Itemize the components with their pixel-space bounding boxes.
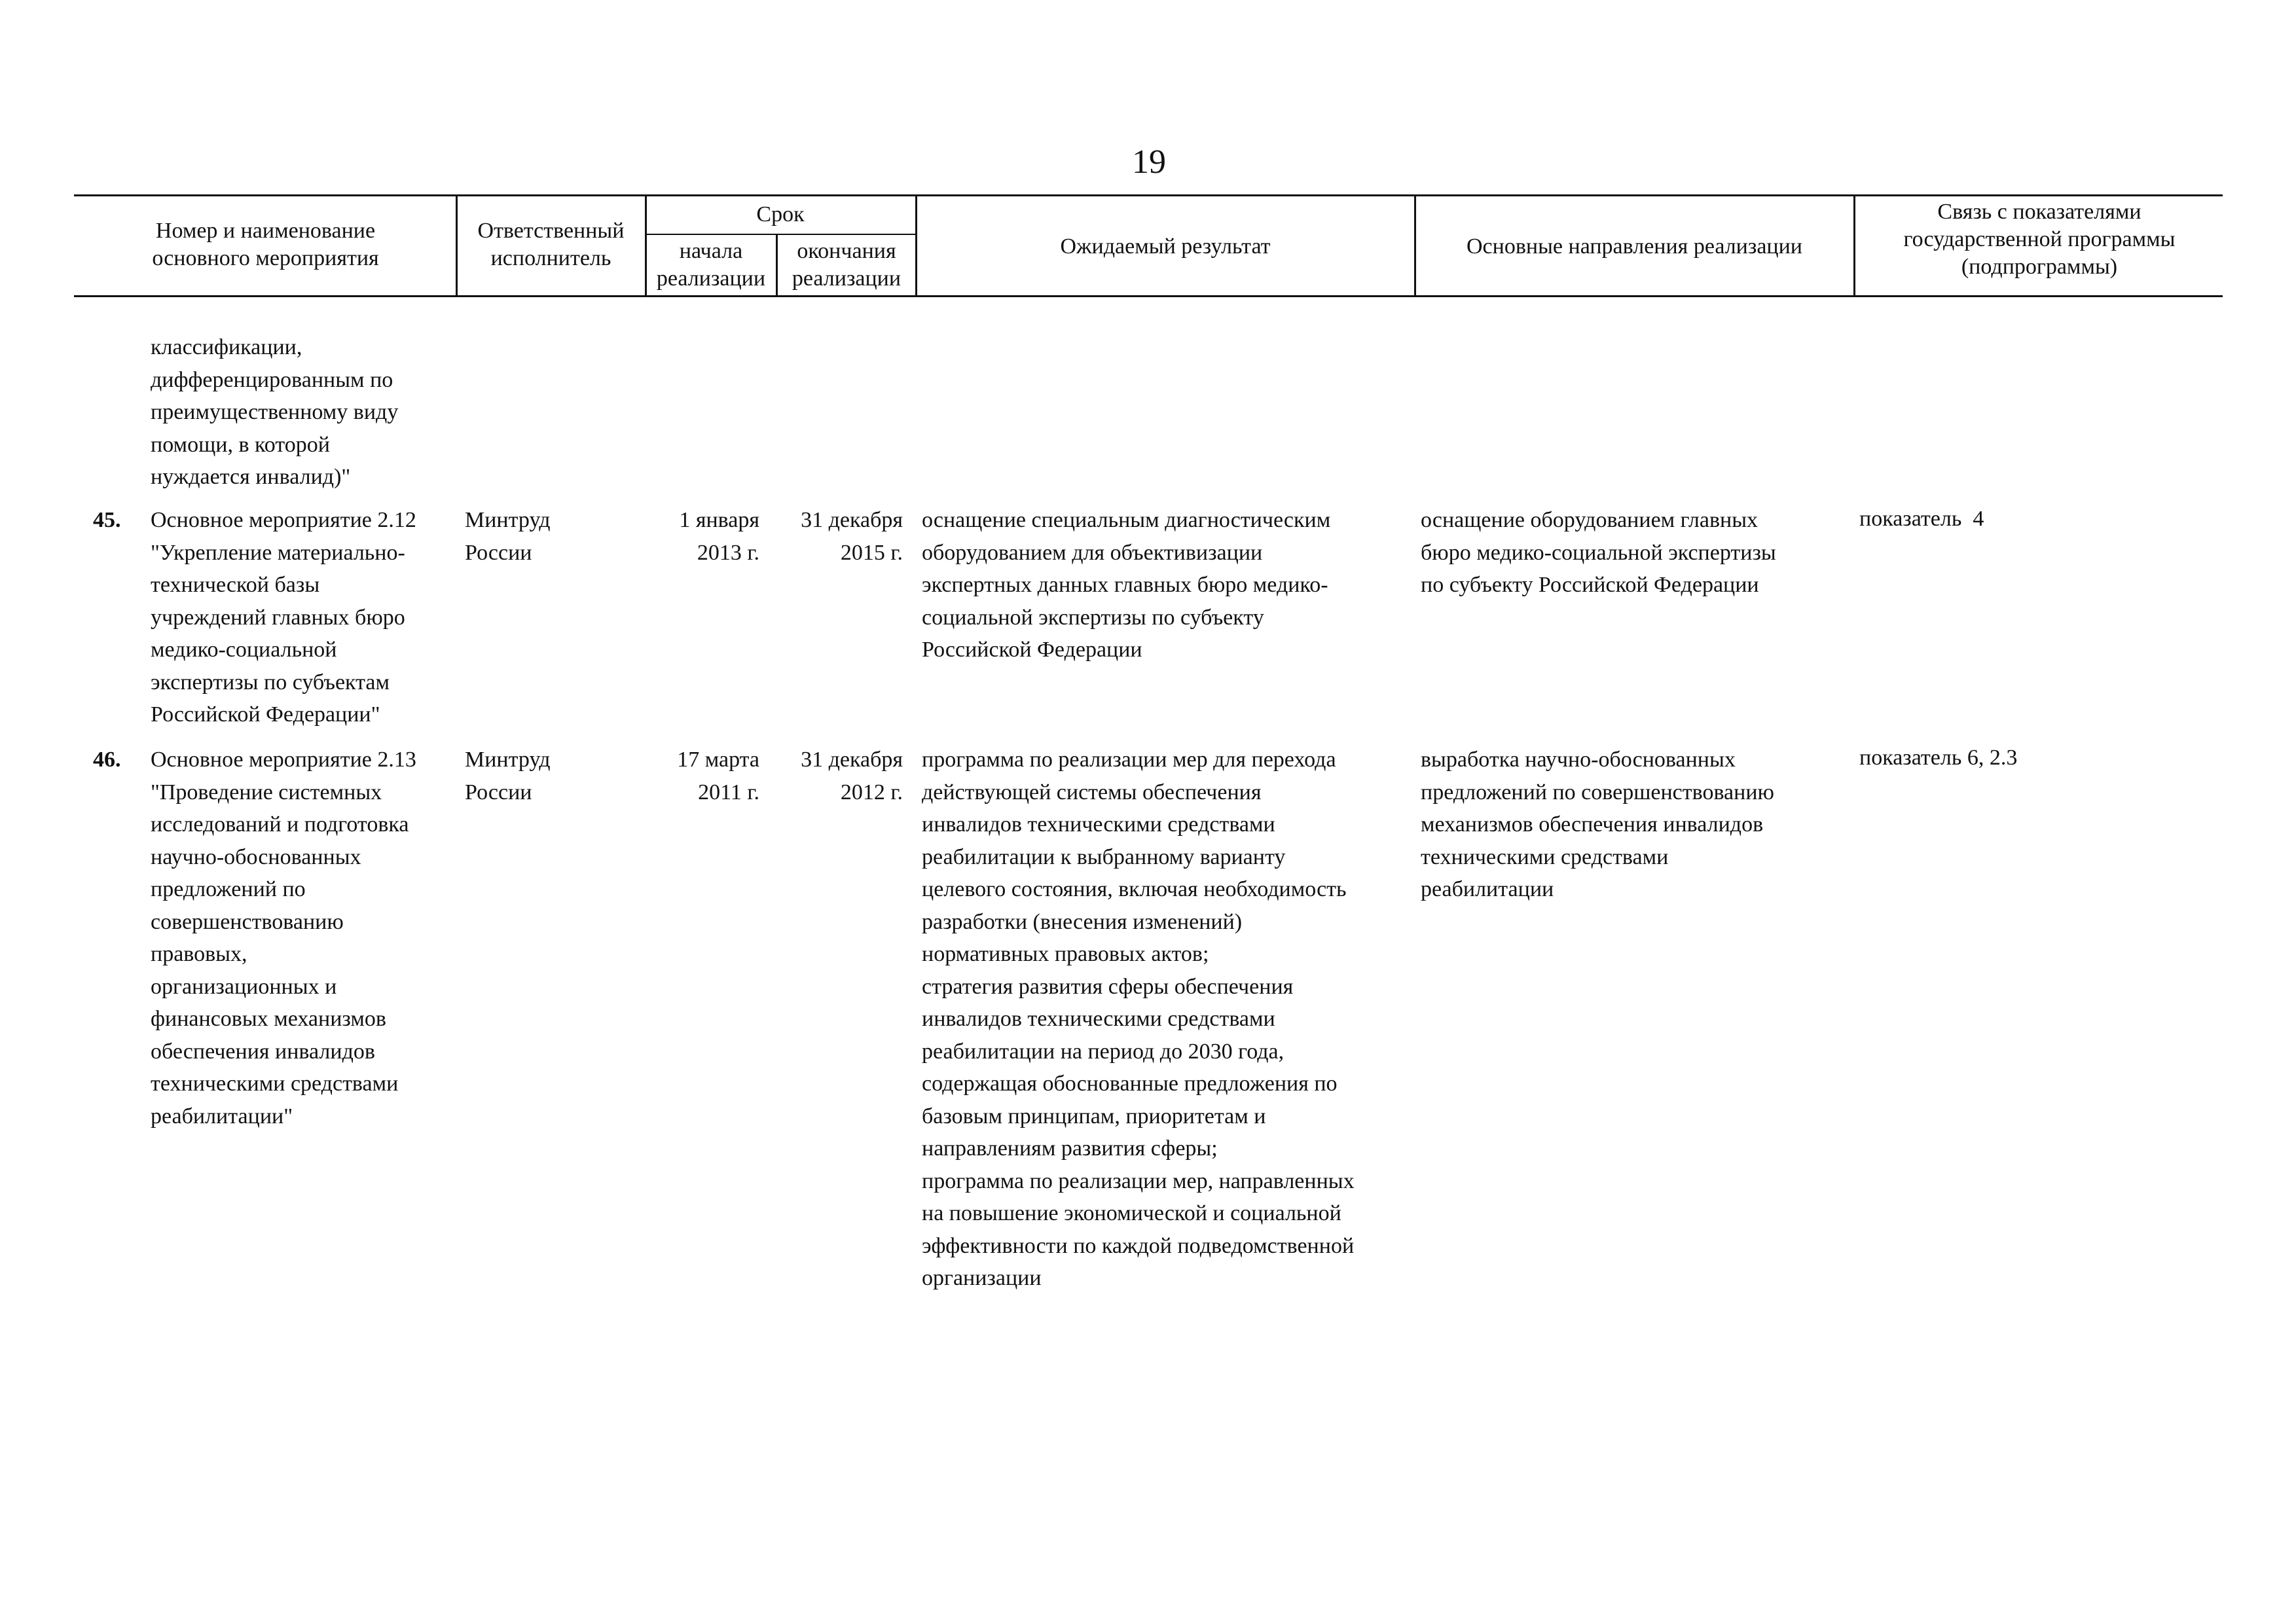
row-executor: Минтруд России	[465, 508, 551, 565]
term-subheader-rule	[646, 234, 916, 235]
header-separator	[776, 235, 778, 297]
row-start-date: 1 января 2013 г.	[679, 508, 759, 565]
header-separator	[456, 196, 458, 297]
continuation-text: классификации, дифференцированным по преимущественному виду помощи, в которой нуждается инвалид)"	[151, 335, 399, 489]
header-directions: Основные направления реализации	[1466, 234, 1802, 259]
row-result: оснащение специальным диагностическим оборудованием для объективизации экспертных данных главных бюро медико- социальной экспертизы по субъекту Российской Федерации	[922, 508, 1331, 662]
row-number: 45.	[93, 508, 121, 532]
header-separator	[915, 196, 917, 297]
header-executor: Ответственный исполнитель	[477, 219, 625, 270]
header-separator	[1853, 196, 1855, 297]
header-bottom-rule	[74, 295, 2223, 297]
header-link: Связь с показателями государственной программы (подпрограммы)	[1903, 200, 2176, 279]
row-name: Основное мероприятие 2.12 "Укрепление материально- технической базы учреждений главных бюро медико-социальной экспертизы по субъектам Российской Федерации"	[151, 508, 416, 727]
row-end-date: 31 декабря 2015 г.	[801, 508, 903, 565]
row-link: показатель 6, 2.3	[1859, 746, 2018, 770]
row-number: 46.	[93, 748, 121, 772]
row-executor: Минтруд России	[465, 748, 551, 804]
row-start-date: 17 марта 2011 г.	[677, 748, 759, 804]
row-result: программа по реализации мер для перехода действующей системы обеспечения инвалидов техническими средствами реабилитации к выбранному варианту целевого состояния, включая необходимость разработки (внесения изменений) нормативных правовых актов; стратегия развития сферы обеспечения инвалидов техническими средствами реабилитации на период до 2030 года, содержащая обоснованные предложения по базовым принципам, приоритетам и направлениям развития сферы; программа по реализации мер, направленных на повышение экономической и социальной эффективности по каждой подведомственной организации	[922, 748, 1355, 1290]
header-term-start: начала реализации	[656, 239, 766, 291]
header-name: Номер и наименование основного мероприятия	[152, 219, 379, 270]
table-top-rule	[74, 194, 2223, 196]
row-link: показатель 4	[1859, 507, 1984, 531]
header-separator	[1414, 196, 1416, 297]
row-directions: выработка научно-обоснованных предложений по совершенствованию механизмов обеспечения инвалидов техническими средствами реабилитации	[1421, 748, 1774, 901]
header-result: Ожидаемый результат	[1060, 234, 1271, 259]
header-term: Срок	[756, 202, 805, 226]
row-name: Основное мероприятие 2.13 "Проведение системных исследований и подготовка научно-обоснованных предложений по совершенствованию правовых, организационных и финансовых механизмов обеспечения инвалидов техническими средствами реабилитации"	[151, 748, 416, 1128]
row-directions: оснащение оборудованием главных бюро медико-социальной экспертизы по субъекту Российской Федерации	[1421, 508, 1776, 597]
page-number: 19	[1132, 143, 1166, 181]
header-term-end: окончания реализации	[792, 239, 902, 291]
row-end-date: 31 декабря 2012 г.	[801, 748, 903, 804]
